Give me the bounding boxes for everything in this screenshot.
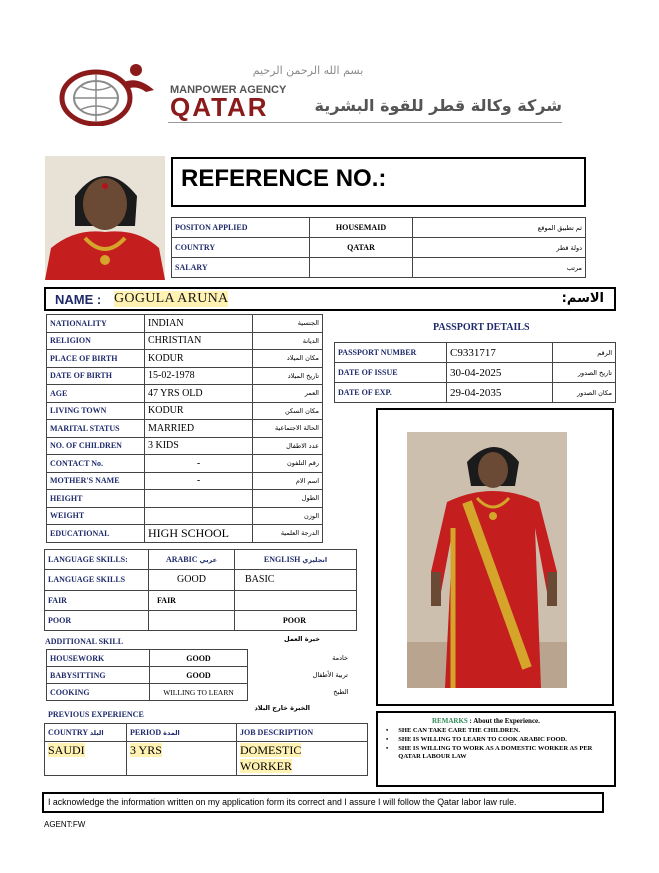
arabic-header-ar: عربي (199, 556, 218, 565)
exp-job-header: JOB DESCRIPTION (237, 724, 368, 742)
personal-label: CONTACT No. (47, 455, 145, 473)
passport-number-label: PASSPORT NUMBER (335, 343, 447, 363)
personal-label: WEIGHT (47, 507, 145, 525)
exp-country-value: SAUDI (48, 743, 85, 757)
salary-label: SALARY (172, 258, 310, 278)
position-table (171, 217, 586, 278)
remark-item: • SHE CAN TAKE CARE THE CHILDREN. (386, 727, 521, 734)
remark-item: • SHE IS WILLING TO WORK AS A DOMESTIC WORKER AS PER QATAR LABOUR LAW (386, 745, 593, 760)
agency-logo (58, 60, 162, 126)
personal-value: 3 KIDS (145, 437, 253, 455)
skill-label: COOKING (47, 684, 150, 701)
personal-arabic: الديانة (253, 332, 323, 350)
personal-label: RELIGION (47, 332, 145, 350)
personal-label: PLACE OF BIRTH (47, 350, 145, 368)
personal-value: KODUR (145, 350, 253, 368)
exp-job-line2: WORKER (240, 759, 292, 773)
remarks-box (376, 711, 616, 787)
name-value: GOGULA ARUNA (114, 291, 229, 306)
personal-value: 15-02-1978 (145, 367, 253, 385)
personal-label: HEIGHT (47, 490, 145, 508)
skill-row (47, 650, 357, 667)
personal-value: 47 YRS OLD (145, 385, 253, 403)
language-row (45, 590, 357, 610)
personal-arabic: الطول (253, 490, 323, 508)
country-arabic: دولة قطر (413, 238, 586, 258)
exp-period-header-ar: المدة (163, 729, 180, 737)
language-row (45, 570, 357, 590)
date-exp-label: DATE OF EXP. (335, 383, 447, 403)
basmala: بسم الله الرحمن الرحيم (252, 64, 364, 77)
language-arabic-value (149, 610, 235, 630)
english-header-text: ENGLISH (263, 555, 301, 565)
personal-details-table (46, 314, 323, 543)
full-photo-frame (376, 408, 614, 706)
skill-label: HOUSEWORK (47, 650, 150, 667)
personal-arabic: مكان السكن (253, 402, 323, 420)
exp-country-header-text: COUNTRY (48, 728, 88, 737)
language-arabic-value: GOOD (149, 570, 235, 590)
personal-value: CHRISTIAN (145, 332, 253, 350)
experience-header-row (45, 724, 368, 742)
exp-country-header-ar: البلد (89, 729, 104, 737)
personal-arabic: مكان الميلاد (253, 350, 323, 368)
arabic-header-text: ARABIC (165, 555, 198, 565)
skill-arabic: خادمة (332, 654, 348, 662)
language-row-label: POOR (45, 610, 149, 630)
acknowledgement-text: I acknowledge the information written on my application form its correct and I assure I will follow the Qatar labor law rule. (48, 797, 517, 807)
country-row (172, 238, 586, 258)
salary-arabic: مرتب (413, 258, 586, 278)
personal-value: - (145, 472, 253, 490)
passport-number-arabic: الرقم (553, 343, 616, 363)
language-header-label: LANGUAGE SKILLS: (45, 550, 149, 570)
personal-arabic: اسم الام (253, 472, 323, 490)
personal-row (47, 525, 323, 543)
passport-title: PASSPORT DETAILS (433, 322, 530, 333)
agency-name-main: QATAR (170, 92, 269, 122)
english-column-header (235, 550, 357, 570)
personal-value (145, 507, 253, 525)
personal-label: MARITAL STATUS (47, 420, 145, 438)
personal-label: AGE (47, 385, 145, 403)
personal-label: NO. OF CHILDREN (47, 437, 145, 455)
exp-country-cell (45, 742, 127, 776)
experience-row (45, 742, 368, 776)
agency-name-top: MANPOWER AGENCY (170, 84, 287, 96)
language-table (44, 549, 357, 631)
position-row (172, 218, 586, 238)
exp-period-value: 3 YRS (130, 743, 162, 757)
remarks-list (386, 727, 608, 761)
position-label: POSITON APPLIED (172, 218, 310, 238)
exp-country-header (45, 724, 127, 742)
position-value: HOUSEMAID (310, 218, 413, 238)
language-row-label: FAIR (45, 590, 149, 610)
name-bar (44, 287, 616, 311)
skill-value: GOOD (150, 650, 248, 667)
additional-skill-title: ADDITIONAL SKILL (45, 637, 124, 646)
personal-row (47, 420, 323, 438)
applicant-full-photo (407, 432, 567, 688)
position-arabic: ثم تطبيق الموقع (413, 218, 586, 238)
exp-period-header (127, 724, 237, 742)
language-arabic-value: FAIR (149, 590, 235, 610)
personal-arabic: الدرجة العلمية (253, 525, 323, 543)
experience-table (44, 723, 368, 776)
date-issue-label: DATE OF ISSUE (335, 363, 447, 383)
name-label: NAME : (55, 292, 102, 307)
personal-row (47, 472, 323, 490)
arabic-column-header (149, 550, 235, 570)
personal-label: DATE OF BIRTH (47, 367, 145, 385)
additional-skill-table (46, 649, 357, 701)
passport-number-value: C9331717 (447, 343, 553, 363)
exp-period-cell (127, 742, 237, 776)
skill-arabic: تربية الأطفال (312, 671, 348, 679)
skill-label: BABYSITTING (47, 667, 150, 684)
personal-row (47, 385, 323, 403)
personal-label: MOTHER'S NAME (47, 472, 145, 490)
passport-number-row (335, 343, 616, 363)
personal-arabic: تاريخ الميلاد (253, 367, 323, 385)
personal-value (145, 490, 253, 508)
personal-value: MARRIED (145, 420, 253, 438)
country-label: COUNTRY (172, 238, 310, 258)
reference-box (171, 157, 586, 207)
personal-arabic: الوزن (253, 507, 323, 525)
personal-arabic: الحالة الاجتماعية (253, 420, 323, 438)
applicant-headshot (45, 156, 165, 280)
personal-row (47, 332, 323, 350)
name-arabic: الاسم: (561, 291, 604, 306)
personal-label: LIVING TOWN (47, 402, 145, 420)
salary-value (310, 258, 413, 278)
personal-row (47, 402, 323, 420)
personal-row (47, 367, 323, 385)
skill-row (47, 667, 357, 684)
exp-job-line1: DOMESTIC (240, 743, 302, 757)
language-row-label: LANGUAGE SKILLS (45, 570, 149, 590)
reference-label: REFERENCE NO.: (181, 165, 387, 192)
country-value: QATAR (310, 238, 413, 258)
personal-arabic: رقم التلفون (253, 455, 323, 473)
personal-label: EDUCATIONAL (47, 525, 145, 543)
skill-row (47, 684, 357, 701)
remarks-heading (432, 717, 540, 725)
exp-job-cell (237, 742, 368, 776)
date-exp-row (335, 383, 616, 403)
date-issue-arabic: تاريخ الصدور (553, 363, 616, 383)
language-english-value: BASIC (235, 570, 357, 590)
previous-experience-title: PREVIOUS EXPERIENCE (48, 710, 144, 719)
remarks-label: REMARKS (432, 717, 468, 725)
personal-row (47, 507, 323, 525)
personal-row (47, 350, 323, 368)
personal-arabic: العمر (253, 385, 323, 403)
skill-value: WILLING TO LEARN (150, 684, 248, 701)
agency-name-arabic: شركة وكالة قطر للقوة البشرية (314, 96, 562, 115)
acknowledgement-box (42, 792, 604, 813)
date-issue-value: 30-04-2025 (447, 363, 553, 383)
additional-skill-title-ar: خبرة العمل (284, 635, 320, 643)
language-english-value (235, 590, 357, 610)
personal-label: NATIONALITY (47, 315, 145, 333)
personal-arabic: عدد الاطفال (253, 437, 323, 455)
personal-value: INDIAN (145, 315, 253, 333)
personal-row (47, 437, 323, 455)
personal-row (47, 455, 323, 473)
remarks-label-suffix: : About the Experience. (469, 717, 540, 725)
personal-row (47, 315, 323, 333)
personal-arabic: الجنسية (253, 315, 323, 333)
agent-code: AGENT:FW (44, 820, 86, 829)
header-divider (168, 122, 562, 123)
personal-value: - (145, 455, 253, 473)
language-row (45, 610, 357, 630)
english-header-ar: انجليزي (302, 556, 328, 565)
personal-row (47, 490, 323, 508)
skill-arabic: الطبخ (333, 688, 349, 696)
date-exp-value: 29-04-2035 (447, 383, 553, 403)
date-exp-arabic: مكان الصدور (553, 383, 616, 403)
personal-value: KODUR (145, 402, 253, 420)
language-header-row (45, 550, 357, 570)
language-english-value: POOR (235, 610, 357, 630)
skill-value: GOOD (150, 667, 248, 684)
passport-table (334, 342, 616, 403)
date-issue-row (335, 363, 616, 383)
previous-experience-title-ar: الخبرة خارج البلاد (254, 704, 310, 712)
personal-value: HIGH SCHOOL (145, 525, 253, 543)
remark-item: • SHE IS WILLING TO LEARN TO COOK ARABIC FOOD. (386, 736, 567, 743)
exp-period-header-text: PERIOD (130, 728, 162, 737)
salary-row (172, 258, 586, 278)
